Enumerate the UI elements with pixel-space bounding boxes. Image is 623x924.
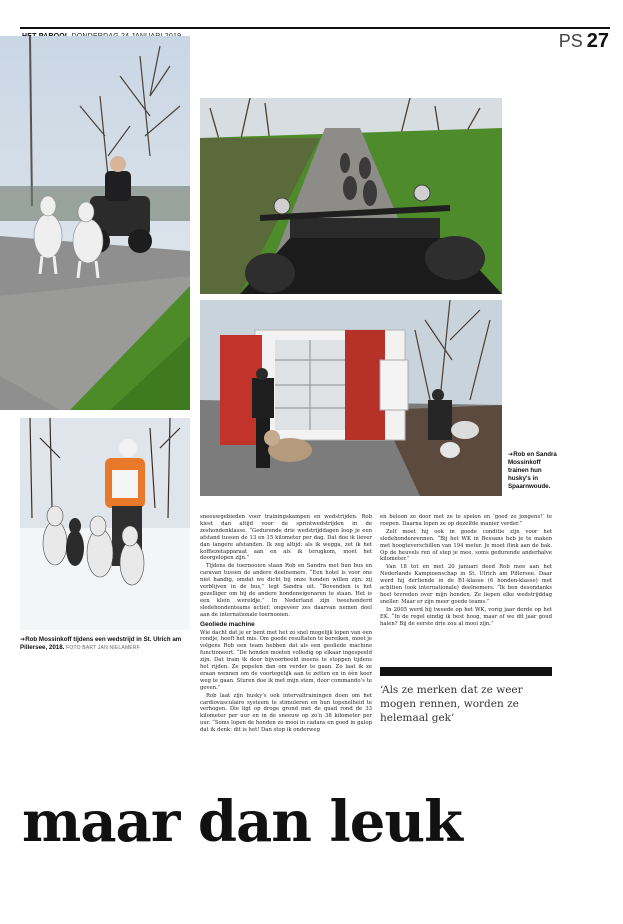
paragraph: Van 18 tot en met 20 januari deed Rob mee aan het Nederlands Kampioenschap in St. Ulrich am Pillersee. Daar werd hij dertiende in de B1-klasse (6 honden-klasse) met achttien (ook internationale) deelnemers. “Ik ben desondanks heel tevreden over mijn honden. Ze liepen elke wedstrijddag sneller. Maar er zijn meer goede teams.” bbox=[380, 564, 552, 605]
caption-race bbox=[20, 636, 190, 652]
caption-arrow-icon: ➔ bbox=[20, 636, 26, 643]
paragraph: en beloon ze door met ze te spelen en ‘goed zo jongens!’ te roepen. Daarna lopen ze op dezelfde manier verder.” bbox=[380, 514, 552, 527]
article-column-2 bbox=[380, 514, 552, 629]
photo-van-image bbox=[200, 300, 502, 496]
caption-training bbox=[508, 451, 560, 491]
caption-arrow-icon: ➔ bbox=[508, 451, 514, 458]
photo-quad-handlebar-image bbox=[200, 98, 502, 294]
photo-quad-image bbox=[0, 36, 190, 410]
paragraph: Wie dacht dat je er bent met het zo snel mogelijk lopen van een rondje, heeft het mis. Om goede resultaten te bereiken, moet je volgens Rob een team hebben dat als een geoliede machine functioneert. “De honden moeten volledig op elkaar ingespeeld zijn. Dat train ik door bijvoorbeeld ineens te stoppen tijdens het rijden. Ze popelen dan om verder te gaan. Zo laat ik ze eraan wennen om de voortegelijk aan te zetten en in één keer weg te gaan. Sturen doe ik met mijn stem, door commando’s te geven.” bbox=[200, 629, 372, 691]
section-label: PS bbox=[558, 31, 583, 51]
photo-view-from-quad bbox=[200, 98, 502, 294]
photo-sled-race bbox=[20, 418, 190, 630]
quote-bar bbox=[380, 667, 552, 676]
paragraph: sneeuwgebieden voor trainingskampen en wedstrijden. Rob kiest dan altijd voor de sprintwedstrijden in de zeshondenklasse. “Gedurende drie wedstrijddagen loop je een afstand tussen de 13 en 15 kilometer per dag. Dat doe ik liever dan langere afstanden. Ik zeg altijd: als ik wegga, zet ik het koffiezetapparaat aan en als ik terugkom, moet het doorgelopen zijn.” bbox=[200, 514, 372, 562]
photo-race-image bbox=[20, 418, 190, 630]
photo-van-with-dog-crates bbox=[200, 300, 502, 496]
paragraph: In 2005 werd hij tweede op het WK, vorig jaar derde op het EK. “In de regel eindig ik best hoog, maar of we dit jaar goud halen? Bij de eerste drie zou al mooi zijn.” bbox=[380, 606, 552, 627]
photo-credit: FOTO BART JAN NIELAMERF bbox=[66, 645, 140, 651]
caption-training-text: Rob en Sandra Mossinkoff trainen hun husky's in Spaarnwoude. bbox=[508, 451, 557, 490]
caption-race-text: Rob Mossinkoff tijdens een wedstrijd in St. Ulrich am Pillersee, 2018. bbox=[20, 636, 182, 651]
subheading: Geoliede machine bbox=[200, 620, 255, 628]
photo-quad-with-husky-team bbox=[0, 36, 190, 410]
article-column-1 bbox=[200, 514, 372, 735]
headline: maar dan leuk bbox=[22, 789, 462, 855]
paragraph: Tijdens de toernooien staan Rob en Sandra met hun bus en caravan tussen de andere deelnemers. “Een hotel is voor ons niet handig, omdat we dicht bij onze honden willen zijn: zij verblijven in de bus,” legt Sandra uit. “Bovendien is het gezelliger om bij de andere hondeneigenaren te staan. Het is een klein wereldje.” In Nederland zijn tweehonderd sledehondenteams actief; ongeveer zes daarvan nemen deel aan de internationale toernooien. bbox=[200, 563, 372, 618]
page-number bbox=[559, 30, 609, 53]
pull-quote: ‘Als ze merken dat ze weer mogen rennen, worden ze helemaal gek’ bbox=[380, 684, 523, 724]
top-rule bbox=[20, 27, 610, 29]
paragraph: Zelf moet hij ook in goede conditie zijn voor het sledehondenrennen. “Bij het WK in Bessans heb je te maken met hoogteverschillen van 194 meter. Je moet flink aan de bak. Op de heuvels ren of step je mee, soms gedurende anderhalve kilometer.” bbox=[380, 528, 552, 563]
paragraph: Rob laat zijn husky’s ook intervaltrainingen doen om het cardiovasculaire systeem te stimuleren en hun topsnelheid te verhogen. Die ligt op droge grond met de quad rond de 33 kilometer per uur en in de sneeuw op zo’n 38 kilometer per uur. “Soms lopen de honden zo mooi in cadans en goed in galop dat ik denk: dit is het! Dan stop ik onderweg bbox=[200, 692, 372, 734]
page-num: 27 bbox=[586, 30, 609, 52]
